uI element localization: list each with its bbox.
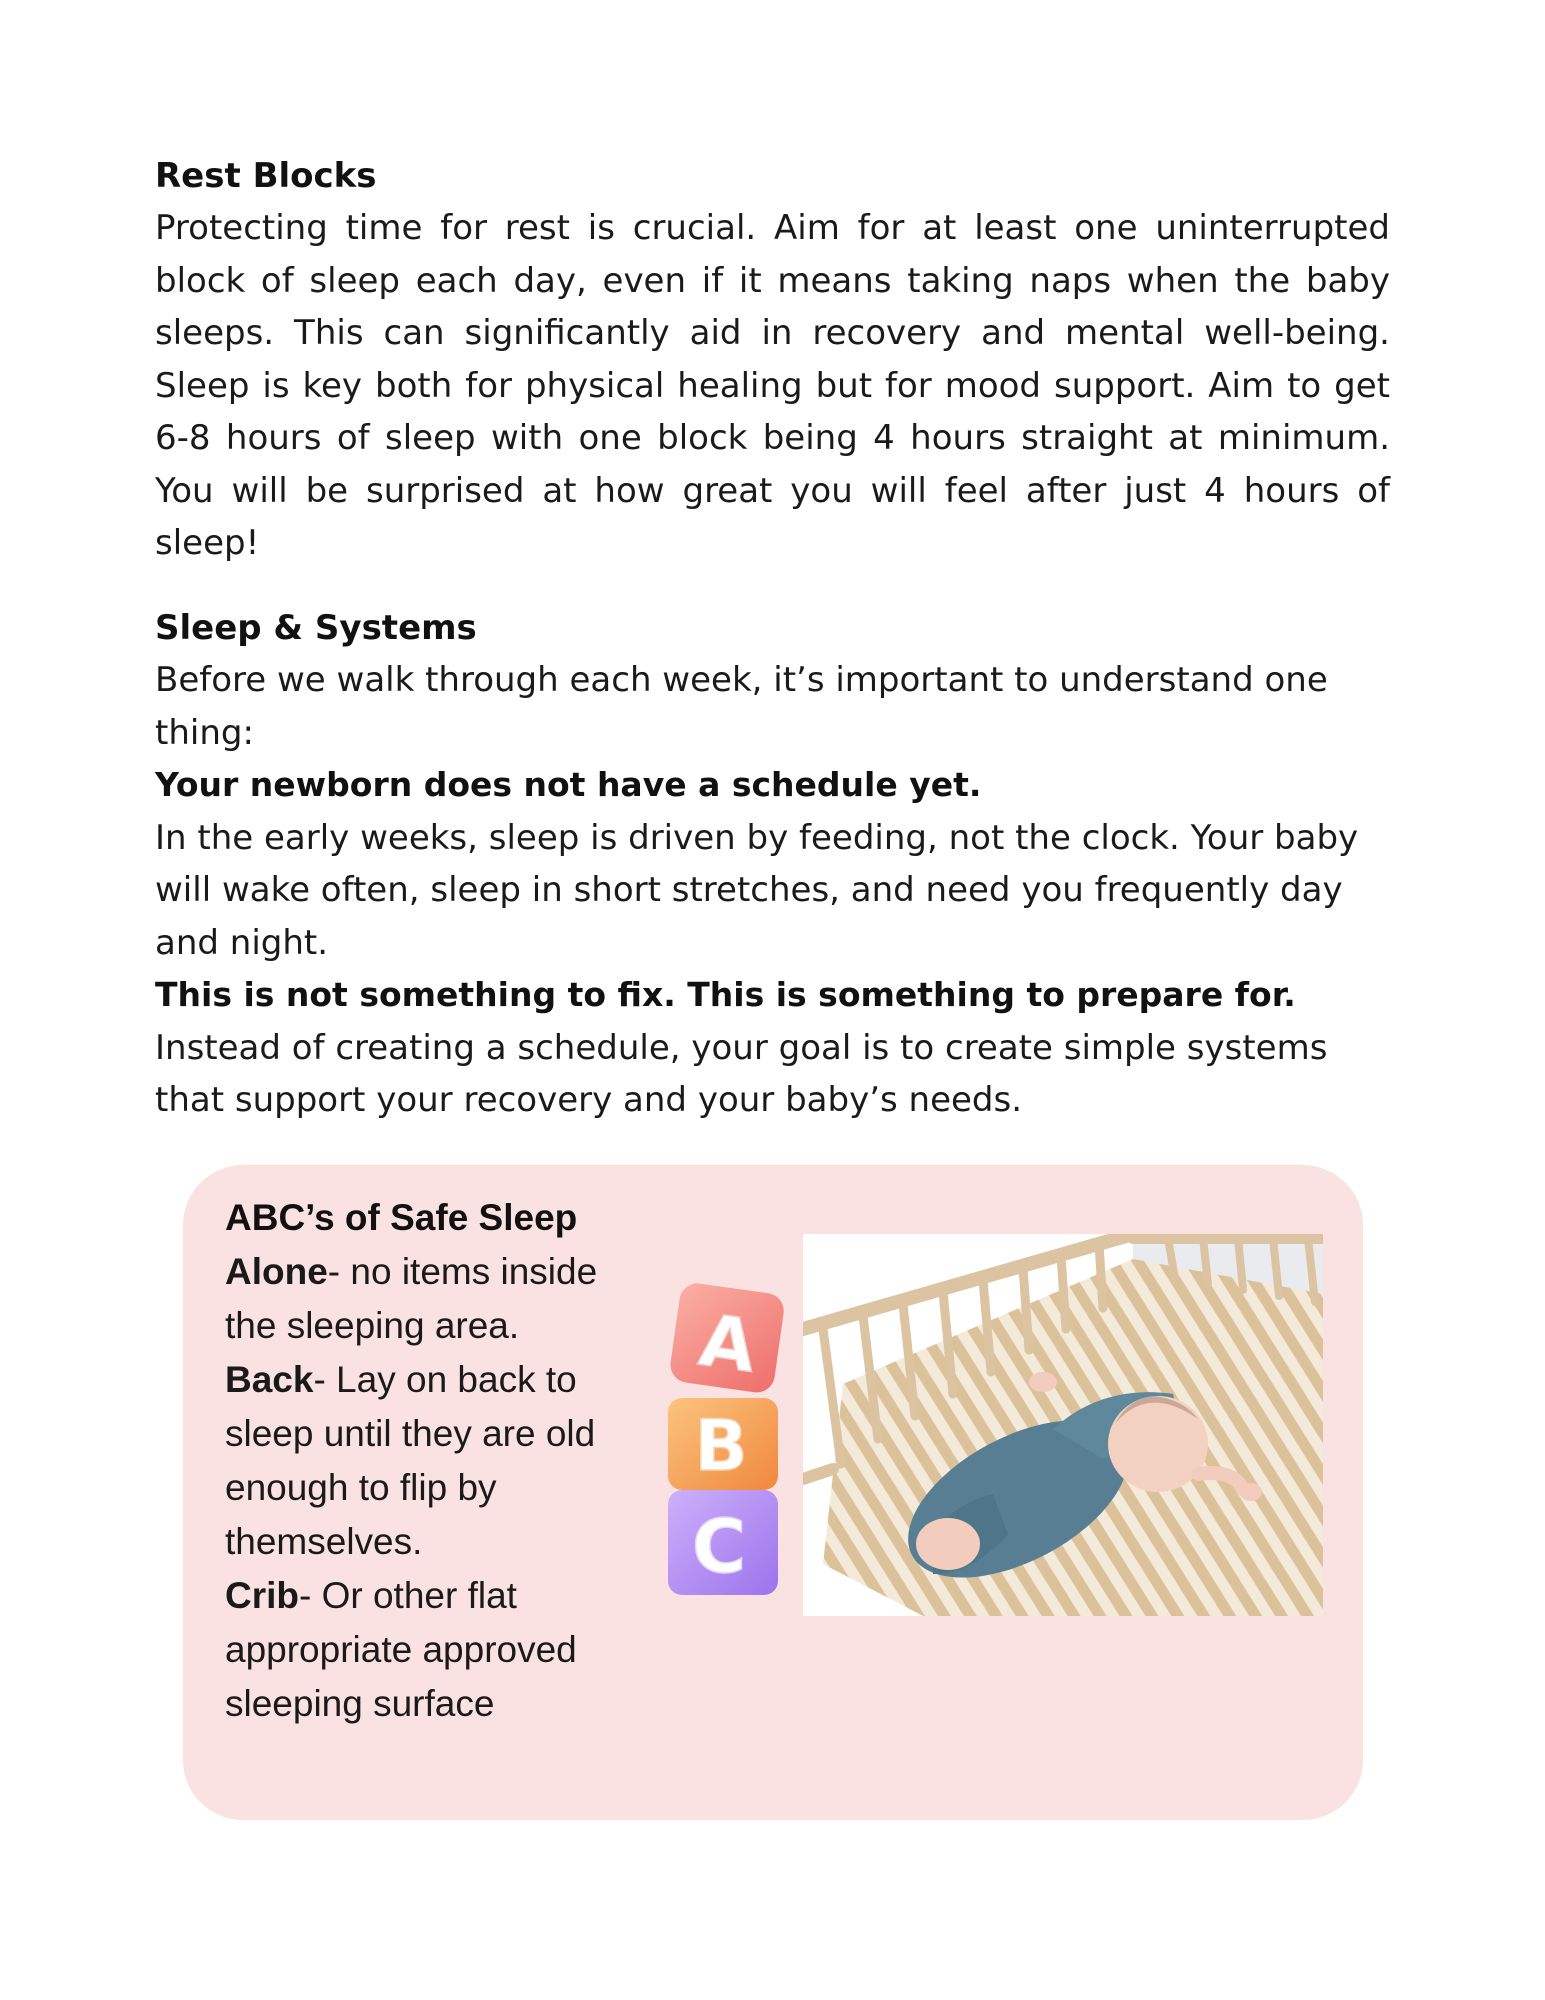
text-alone: - no items inside the sleeping area. (225, 1251, 598, 1346)
emphasis-prepare: This is not something to fix. This is something to prepare for. (155, 975, 1296, 1014)
block-b (668, 1398, 778, 1490)
term-crib: Crib (225, 1575, 299, 1616)
rest-blocks-section (155, 150, 1390, 570)
rest-blocks-paragraph: Protecting time for rest is crucial. Aim for at least one uninterrupted block of sleep each day, even if it means taking naps when the baby sleeps. This can significantly aid in recovery and mental well-being. Sleep is key both for physical healing but for mood support. Aim to get 6-8 hours of sleep with one block being 4 hours straight at minimum. You will be surprised at how great you will feel after just 4 hours of sleep! (155, 208, 1390, 563)
emphasis-no-schedule: Your newborn does not have a schedule yet. (155, 765, 982, 804)
block-c (668, 1490, 778, 1595)
term-alone: Alone (225, 1251, 328, 1292)
term-back: Back (225, 1359, 314, 1400)
sleep-systems-intro: Before we walk through each week, it’s important to understand one thing: (155, 660, 1328, 753)
block-b-letter: B (694, 1405, 748, 1487)
safe-sleep-title: ABC’s of Safe Sleep (225, 1197, 578, 1238)
baby-crib-photo (803, 1234, 1323, 1616)
sleep-systems-section (155, 602, 1390, 1127)
safe-sleep-item-crib (225, 1569, 645, 1731)
sleep-systems-paragraph-1: In the early weeks, sleep is driven by feeding, not the clock. Your baby will wake often, sleep in short stretches, and need you frequently day and night. (155, 817, 1359, 963)
rest-blocks-heading: Rest Blocks (155, 156, 377, 196)
sleep-systems-heading: Sleep & Systems (155, 608, 477, 648)
block-a (668, 1281, 786, 1395)
abc-blocks-illustration (663, 1280, 793, 1610)
block-a-letter: A (694, 1297, 762, 1389)
text-back: - Lay on back to sleep until they are old enough to flip by themselves. (225, 1359, 596, 1562)
safe-sleep-item-alone (225, 1245, 645, 1353)
safe-sleep-text (225, 1191, 645, 1731)
safe-sleep-item-back (225, 1353, 645, 1569)
sleep-systems-paragraph-2: Instead of creating a schedule, your goal is to create simple systems that support your recovery and your baby’s needs. (155, 1027, 1328, 1120)
block-c-letter: C (691, 1504, 747, 1590)
text-crib: - Or other flat appropriate approved sleeping surface (225, 1575, 577, 1724)
safe-sleep-card (183, 1165, 1363, 1820)
